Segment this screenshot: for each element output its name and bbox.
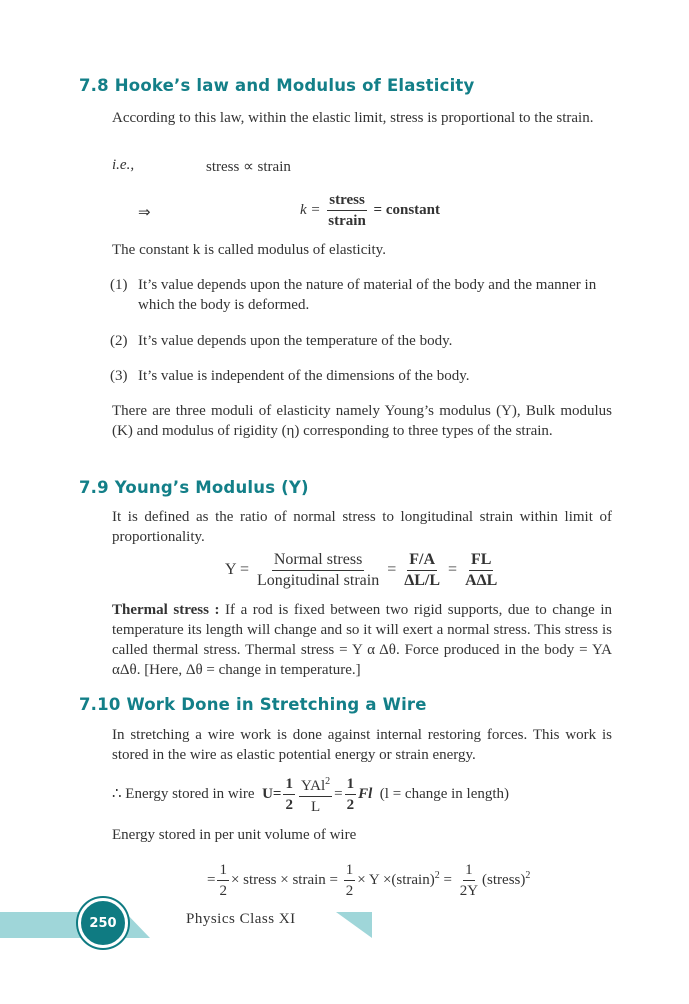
list-text: It’s value is independent of the dimensions of the body.: [138, 368, 470, 384]
equation-part: × Y ×(strain): [357, 871, 435, 888]
list-number: (2): [110, 333, 128, 349]
fraction-denominator: 2: [283, 794, 295, 815]
fraction-numerator: FL: [469, 550, 493, 571]
fraction-denominator: 2: [346, 797, 355, 813]
work-intro: In stretching a wire work is done against internal restoring forces. This work is stored in the wire as elastic potential energy or strain energy.: [112, 727, 612, 763]
length-note: (l = change in length): [379, 785, 510, 802]
superscript: 2: [525, 869, 531, 881]
k-lhs: k =: [300, 201, 321, 218]
energy-equation: [112, 772, 509, 817]
fraction-denominator: AΔL: [465, 572, 498, 589]
young-definition: It is defined as the ratio of normal stress to longitudinal strain within limit of proportionality.: [112, 509, 612, 545]
hooke-intro: According to this law, within the elastic limit, stress is proportional to the strain.: [112, 110, 594, 126]
fraction-denominator: Longitudinal strain: [256, 572, 380, 589]
per-volume-text: Energy stored in per unit volume of wire: [112, 827, 357, 843]
k-denominator: strain: [328, 213, 366, 229]
y-lhs: Y =: [225, 561, 249, 579]
k-rhs: = constant: [373, 201, 440, 218]
fraction-numerator: 1: [345, 774, 357, 795]
book-title: Physics Class XI: [186, 911, 296, 927]
u-lhs: U=: [262, 785, 282, 802]
equation-part: (stress): [482, 871, 526, 888]
k-numerator: stress: [327, 190, 367, 211]
ie-label: i.e.,: [112, 157, 135, 173]
list-text: It’s value depends upon the temperature of the body.: [138, 333, 453, 349]
thermal-stress-text: If a rod is fixed between two rigid supports, due to change in temperature its length will change and so it will exert a normal stress. This stress is called thermal stress. Thermal stress = Y α Δθ. Force produced in the body = YA αΔθ. [Here, Δθ = change in temperature.]: [112, 602, 612, 678]
equation-part: × stress × strain =: [230, 871, 339, 888]
thermal-stress-label: Thermal stress :: [112, 602, 220, 618]
section-heading-7-8: 7.8 Hooke’s law and Modulus of Elasticity: [79, 76, 475, 95]
fraction-numerator: 1: [344, 860, 356, 881]
proportionality-statement: stress ∝ strain: [206, 159, 291, 175]
section-heading-7-10: 7.10 Work Done in Stretching a Wire: [79, 695, 427, 714]
equals-sign: =: [334, 785, 343, 802]
equals-sign: =: [443, 871, 452, 888]
list-item: [110, 275, 612, 315]
fraction-numerator: F/A: [407, 550, 437, 571]
fraction-denominator: ΔL/L: [404, 572, 441, 589]
section-heading-7-9: 7.9 Young’s Modulus (Y): [79, 478, 309, 497]
fraction-numerator: Normal stress: [272, 550, 364, 571]
implies-symbol: ⇒: [138, 205, 151, 221]
equals-sign: =: [387, 561, 397, 579]
force-length: Fl: [358, 785, 373, 802]
fraction-numerator: YAl: [300, 778, 326, 794]
list-number: (1): [110, 277, 128, 293]
list-item: [110, 331, 612, 351]
superscript: 2: [325, 776, 331, 787]
therefore-text: ∴ Energy stored in wire: [112, 785, 255, 802]
k-equation: [300, 190, 440, 231]
constant-text: The constant k is called modulus of elasticity.: [112, 242, 386, 258]
energy-density-equation: [207, 860, 530, 901]
young-equation: [225, 550, 501, 591]
list-number: (3): [110, 368, 128, 384]
fraction-numerator: 1: [285, 776, 293, 792]
thermal-stress-paragraph: [112, 600, 612, 680]
fraction-denominator: 2: [345, 883, 354, 899]
equals-sign: =: [207, 871, 216, 888]
list-item: [110, 366, 612, 386]
superscript: 2: [434, 869, 440, 881]
list-text: It’s value depends upon the nature of material of the body and the manner in which the body is deformed.: [138, 277, 597, 313]
fraction-denominator: 2Y: [459, 883, 479, 899]
page-number-badge: 250: [78, 898, 128, 948]
footer-tab-decoration: [336, 912, 372, 938]
equals-sign: =: [448, 561, 458, 579]
moduli-paragraph: There are three moduli of elasticity namely Young’s modulus (Y), Bulk modulus (K) and modulus of rigidity (η) corresponding to three types of the strain.: [112, 403, 612, 439]
fraction-denominator: 2: [219, 883, 227, 899]
fraction-numerator: 1: [217, 860, 229, 881]
fraction-numerator: 1: [463, 860, 475, 881]
fraction-denominator: L: [310, 799, 321, 815]
